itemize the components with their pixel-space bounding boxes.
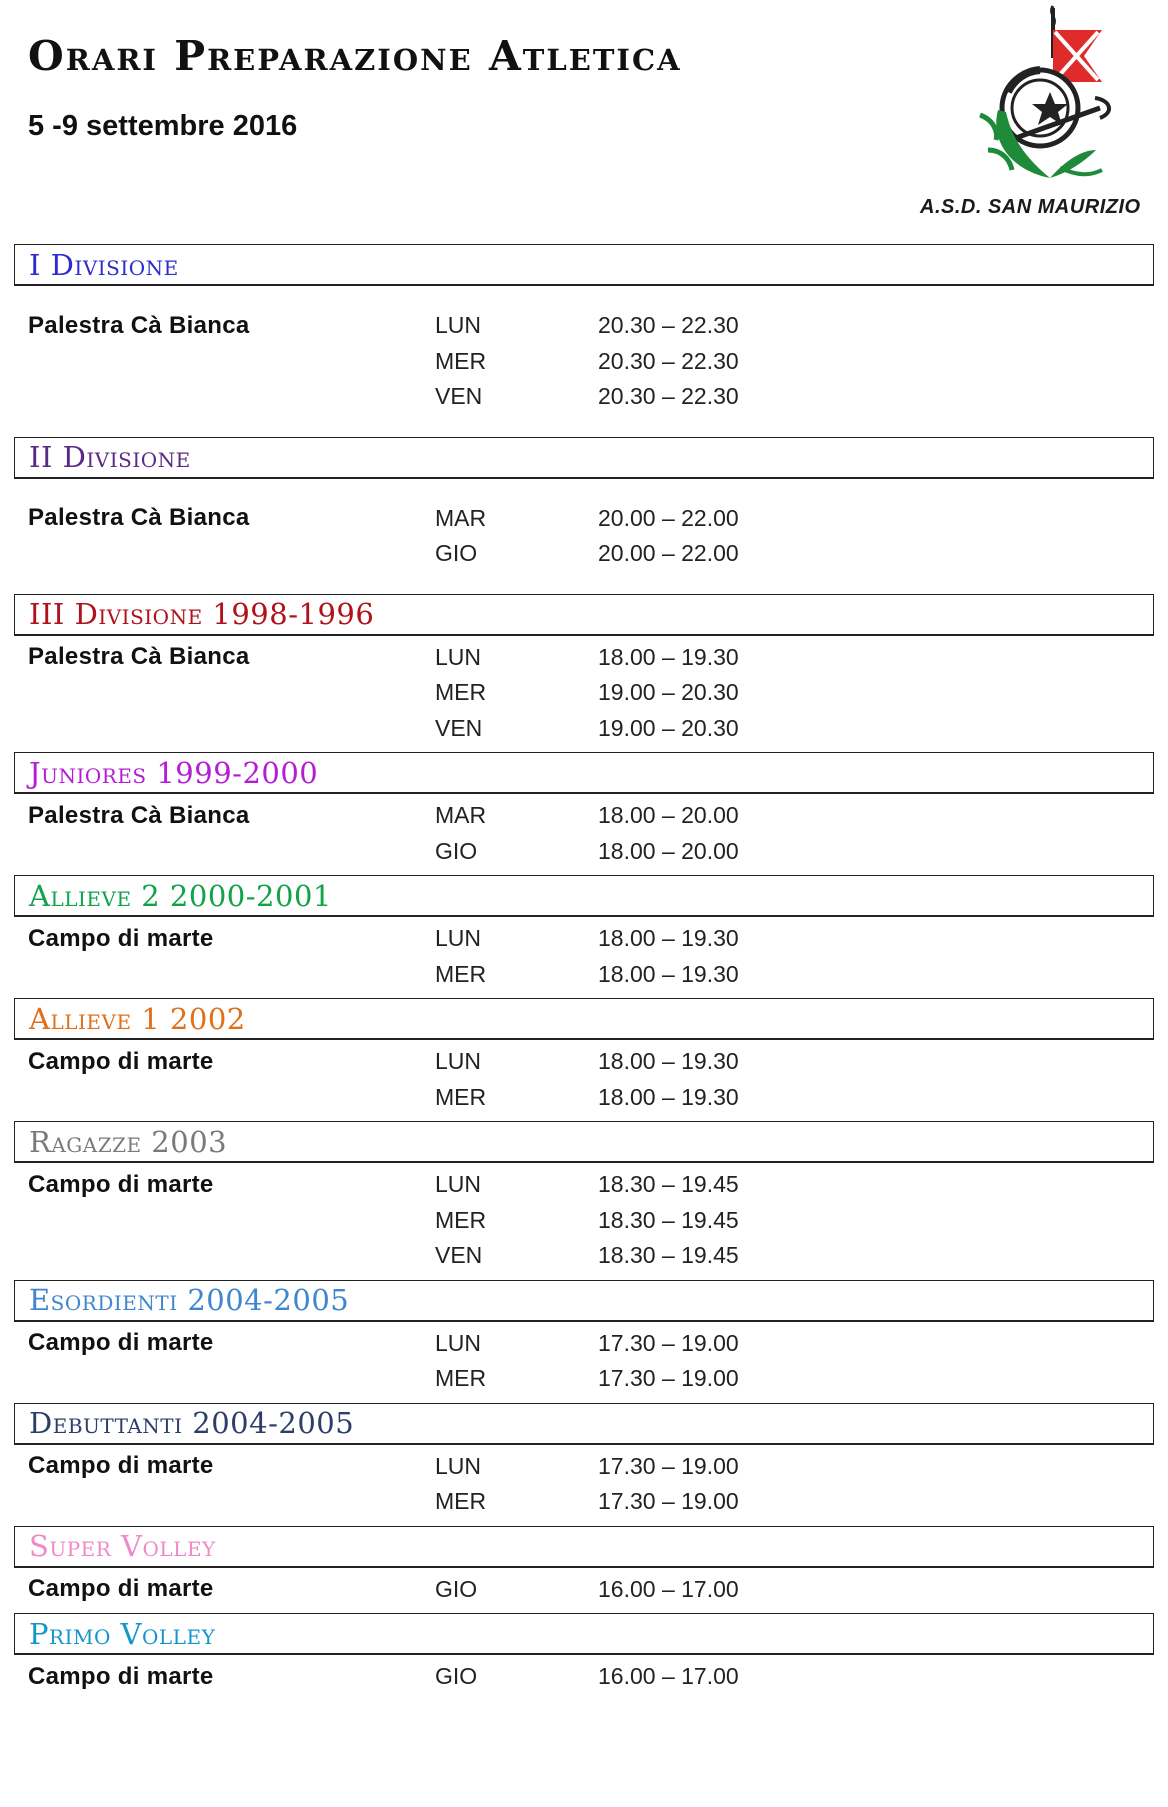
time-range: 19.00 – 20.30 bbox=[598, 714, 739, 741]
schedule-section bbox=[14, 437, 1154, 594]
schedule-row bbox=[28, 1203, 1154, 1239]
time-range: 18.00 – 20.00 bbox=[598, 802, 739, 829]
day-label: GIO bbox=[435, 1575, 478, 1602]
day-label: MAR bbox=[435, 504, 487, 531]
section-header bbox=[14, 594, 1154, 636]
section-title: Juniores 1999-2000 bbox=[29, 755, 319, 790]
schedule-row bbox=[28, 834, 1154, 870]
time-range: 20.00 – 22.00 bbox=[598, 540, 739, 567]
schedule-section bbox=[14, 244, 1154, 437]
section-rows bbox=[14, 921, 1154, 992]
venue-label: Campo di marte bbox=[28, 1452, 214, 1480]
section-rows bbox=[14, 640, 1154, 747]
section-header bbox=[14, 1613, 1154, 1655]
schedule-section bbox=[14, 1280, 1154, 1403]
day-label: MER bbox=[435, 1206, 487, 1233]
day-label: VEN bbox=[435, 1242, 483, 1269]
time-range: 17.30 – 19.00 bbox=[598, 1488, 739, 1515]
schedule-section bbox=[14, 1526, 1154, 1614]
schedule-row bbox=[28, 1484, 1154, 1520]
schedule-row bbox=[28, 1238, 1154, 1274]
venue-label: Campo di marte bbox=[28, 1047, 214, 1075]
section-rows bbox=[14, 1167, 1154, 1274]
section-title: Esordienti 2004-2005 bbox=[29, 1283, 350, 1317]
time-range: 16.00 – 17.00 bbox=[598, 1575, 739, 1602]
club-crest-icon bbox=[950, 0, 1168, 200]
schedule-row bbox=[28, 1572, 1154, 1608]
schedule-row bbox=[28, 1044, 1154, 1080]
section-title: Debuttanti 2004-2005 bbox=[29, 1406, 355, 1440]
schedule-row bbox=[28, 344, 1154, 380]
day-label: MAR bbox=[435, 802, 487, 829]
time-range: 18.00 – 19.30 bbox=[598, 1048, 739, 1075]
day-label: MER bbox=[435, 960, 487, 987]
time-range: 16.00 – 17.00 bbox=[598, 1663, 739, 1690]
day-label: VEN bbox=[435, 383, 483, 410]
day-label: MER bbox=[435, 679, 487, 706]
schedule-row bbox=[28, 921, 1154, 957]
section-title: Allieve 2 2000-2001 bbox=[29, 878, 332, 913]
section-header bbox=[14, 244, 1154, 286]
day-label: LUN bbox=[435, 925, 482, 952]
section-title: I Divisione bbox=[29, 247, 179, 282]
schedule-row bbox=[28, 1326, 1154, 1362]
time-range: 18.00 – 19.30 bbox=[598, 925, 739, 952]
schedule-row bbox=[28, 1361, 1154, 1397]
page-title: Orari Preparazione Atletica bbox=[28, 32, 682, 80]
section-rows bbox=[14, 308, 1154, 415]
venue-label: Campo di marte bbox=[28, 1662, 214, 1690]
schedule-section bbox=[14, 1121, 1154, 1280]
schedule-row bbox=[28, 308, 1154, 344]
day-label: GIO bbox=[435, 1663, 478, 1690]
schedule-row bbox=[28, 1449, 1154, 1485]
section-header bbox=[14, 998, 1154, 1040]
time-range: 18.00 – 19.30 bbox=[598, 1083, 739, 1110]
section-header bbox=[14, 437, 1154, 479]
time-range: 20.30 – 22.30 bbox=[598, 347, 739, 374]
schedule-row bbox=[28, 1080, 1154, 1116]
schedule-section bbox=[14, 998, 1154, 1121]
time-range: 18.00 – 20.00 bbox=[598, 837, 739, 864]
time-range: 20.00 – 22.00 bbox=[598, 504, 739, 531]
schedule-section bbox=[14, 1403, 1154, 1526]
schedule-row bbox=[28, 1167, 1154, 1203]
schedule-row bbox=[28, 536, 1154, 572]
venue-label: Palestra Cà Bianca bbox=[28, 311, 250, 339]
time-range: 18.30 – 19.45 bbox=[598, 1206, 739, 1233]
day-label: GIO bbox=[435, 837, 478, 864]
time-range: 17.30 – 19.00 bbox=[598, 1452, 739, 1479]
schedule-section bbox=[14, 875, 1154, 998]
day-label: LUN bbox=[435, 643, 482, 670]
day-label: MER bbox=[435, 347, 487, 374]
section-title: Primo Volley bbox=[29, 1616, 216, 1651]
section-rows bbox=[14, 1326, 1154, 1397]
day-label: LUN bbox=[435, 312, 482, 339]
day-label: VEN bbox=[435, 714, 483, 741]
day-label: MER bbox=[435, 1488, 487, 1515]
time-range: 18.30 – 19.45 bbox=[598, 1242, 739, 1269]
section-title: Ragazze 2003 bbox=[29, 1124, 228, 1159]
section-title: II Divisione bbox=[29, 440, 191, 474]
time-range: 18.00 – 19.30 bbox=[598, 960, 739, 987]
venue-label: Campo di marte bbox=[28, 1329, 214, 1357]
schedule-section bbox=[14, 1613, 1154, 1701]
schedule-row bbox=[28, 1659, 1154, 1695]
schedule-row bbox=[28, 711, 1154, 747]
schedule-row bbox=[28, 798, 1154, 834]
section-header bbox=[14, 875, 1154, 917]
venue-label: Palestra Cà Bianca bbox=[28, 643, 250, 671]
time-range: 20.30 – 22.30 bbox=[598, 383, 739, 410]
day-label: LUN bbox=[435, 1171, 482, 1198]
section-rows bbox=[14, 1659, 1154, 1695]
date-range: 5 -9 settembre 2016 bbox=[28, 110, 298, 142]
schedule-row bbox=[28, 501, 1154, 537]
section-rows bbox=[14, 1449, 1154, 1520]
schedule-section bbox=[14, 594, 1154, 753]
day-label: LUN bbox=[435, 1452, 482, 1479]
club-name: A.S.D. SAN MAURIZIO bbox=[920, 196, 1141, 218]
section-rows bbox=[14, 501, 1154, 572]
section-header bbox=[14, 1526, 1154, 1568]
time-range: 19.00 – 20.30 bbox=[598, 679, 739, 706]
schedule-row bbox=[28, 675, 1154, 711]
day-label: GIO bbox=[435, 540, 478, 567]
section-title: Super Volley bbox=[29, 1529, 216, 1563]
venue-label: Palestra Cà Bianca bbox=[28, 504, 250, 532]
schedule-list bbox=[14, 244, 1154, 1701]
section-header bbox=[14, 1121, 1154, 1163]
time-range: 17.30 – 19.00 bbox=[598, 1329, 739, 1356]
venue-label: Palestra Cà Bianca bbox=[28, 801, 250, 829]
schedule-row bbox=[28, 957, 1154, 993]
section-rows bbox=[14, 1044, 1154, 1115]
section-rows bbox=[14, 1572, 1154, 1608]
schedule-row bbox=[28, 640, 1154, 676]
schedule-section bbox=[14, 752, 1154, 875]
venue-label: Campo di marte bbox=[28, 1170, 214, 1198]
section-header bbox=[14, 752, 1154, 794]
time-range: 17.30 – 19.00 bbox=[598, 1365, 739, 1392]
day-label: LUN bbox=[435, 1329, 482, 1356]
day-label: MER bbox=[435, 1083, 487, 1110]
section-header bbox=[14, 1280, 1154, 1322]
time-range: 20.30 – 22.30 bbox=[598, 312, 739, 339]
section-title: III Divisione 1998-1996 bbox=[29, 597, 375, 631]
section-header bbox=[14, 1403, 1154, 1445]
day-label: MER bbox=[435, 1365, 487, 1392]
venue-label: Campo di marte bbox=[28, 924, 214, 952]
section-rows bbox=[14, 798, 1154, 869]
time-range: 18.00 – 19.30 bbox=[598, 643, 739, 670]
venue-label: Campo di marte bbox=[28, 1575, 214, 1603]
section-title: Allieve 1 2002 bbox=[29, 1001, 246, 1036]
time-range: 18.30 – 19.45 bbox=[598, 1171, 739, 1198]
schedule-row bbox=[28, 379, 1154, 415]
day-label: LUN bbox=[435, 1048, 482, 1075]
